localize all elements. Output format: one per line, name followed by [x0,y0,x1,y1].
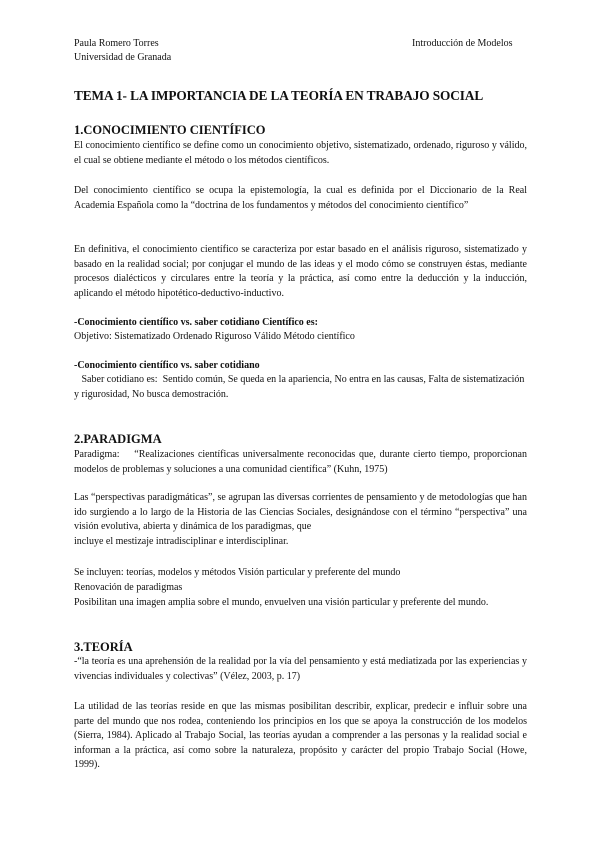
section-1-heading: 1.CONOCIMIENTO CIENTÍFICO [74,123,266,137]
section-3-paragraph-2: La utilidad de las teorías reside en que las mismas posibilitan describir, explicar, predecir e influir sobre una parte del mundo que nos rodea, conteniendo los principios en los que se apoya la construcción de los modelos (Sierra, 1984). Aplicado al Trabajo Social, las teorías ayudan a comprender a las personas y la realidad social e informan a la práctica, así como sobre la naturaleza, propósito y carácter del propio Trabajo Social (Howe, 1999). [74,701,527,771]
section-2-paragraph-3: Posibilitan una imagen amplia sobre el mundo, envuelven una visión particular y preferente del mundo. [74,597,489,608]
header-author: Paula Romero Torres [74,38,159,49]
comparison-2-title-text: -Conocimiento científico vs. saber cotidiano [74,360,260,371]
comparison-2-title [74,359,260,374]
comparison-1-body: Objetivo: Sistematizado Ordenado Riguroso Válido Método científico [74,331,355,342]
comparison-2-body: Saber cotidiano es: Sentido común, Se queda en la apariencia, No entra en las causas, Falta de sistematización y rigurosidad, No busca demostración. [74,374,527,400]
header-university: Universidad de Granada [74,52,172,63]
section-2-heading: 2.PARADIGMA [74,432,162,446]
section-2-list-line-1: Se incluyen: teorías, modelos y métodos Visión particular y preferente del mundo [74,567,401,578]
section-2-paragraph-2: Las “perspectivas paradigmáticas”, se agrupan las diversas corrientes de pensamiento y de metodologías que han ido surgiendo a lo largo de la Historia de las Ciencias Sociales, designándose con el término “perspectiva” una visión evolutiva, abierta y dinámica de los paradigmas, que [74,492,527,533]
section-3-heading: 3.TEORÍA [74,640,133,654]
header-course: Introducción de Modelos [412,38,513,49]
comparison-1-title [74,316,318,331]
section-3-paragraph-1: -“la teoría es una aprehensión de la realidad por la vía del pensamiento y está mediatizada por las experiencias y vivencias individuales y colectivas” (Vélez, 2003, p. 17) [74,656,527,682]
comparison-1-title-text: -Conocimiento científico vs. saber cotidiano Científico es: [74,317,318,328]
section-1-paragraph-2: Del conocimiento científico se ocupa la epistemología, la cual es definida por el Diccionario de la Real Academia Española como la “doctrina de los fundamentos y métodos del conocimiento científico” [74,185,527,211]
section-2-paragraph-2-last-line: incluye el mestizaje intradisciplinar e interdisciplinar. [74,536,289,547]
section-1-paragraph-1: El conocimiento científico se define como un conocimiento objetivo, sistematizado, ordenado, riguroso y válido, el cual se obtiene mediante el método o los métodos científicos. [74,140,527,166]
section-2-paragraph-1: Paradigma: “Realizaciones científicas universalmente reconocidas que, durante cierto tiempo, proporcionan modelos de problemas y soluciones a una comunidad científica” (Kuhn, 1975) [74,449,530,475]
section-2-list-line-2: Renovación de paradigmas [74,582,183,593]
section-1-paragraph-3: En definitiva, el conocimiento científico se caracteriza por estar basado en el análisis riguroso, sistematizado y basado en la realidad social; por conjugar el mundo de las ideas y el modo cómo se construyen éstas, mediante procesos dialécticos y circulares entre la teoría y la práctica, así como entre la deducción y la inducción, aplicando el método hipotético-deductivo-inductivo. [74,244,527,299]
page-title: TEMA 1- LA IMPORTANCIA DE LA TEORÍA EN TRABAJO SOCIAL [74,88,484,103]
